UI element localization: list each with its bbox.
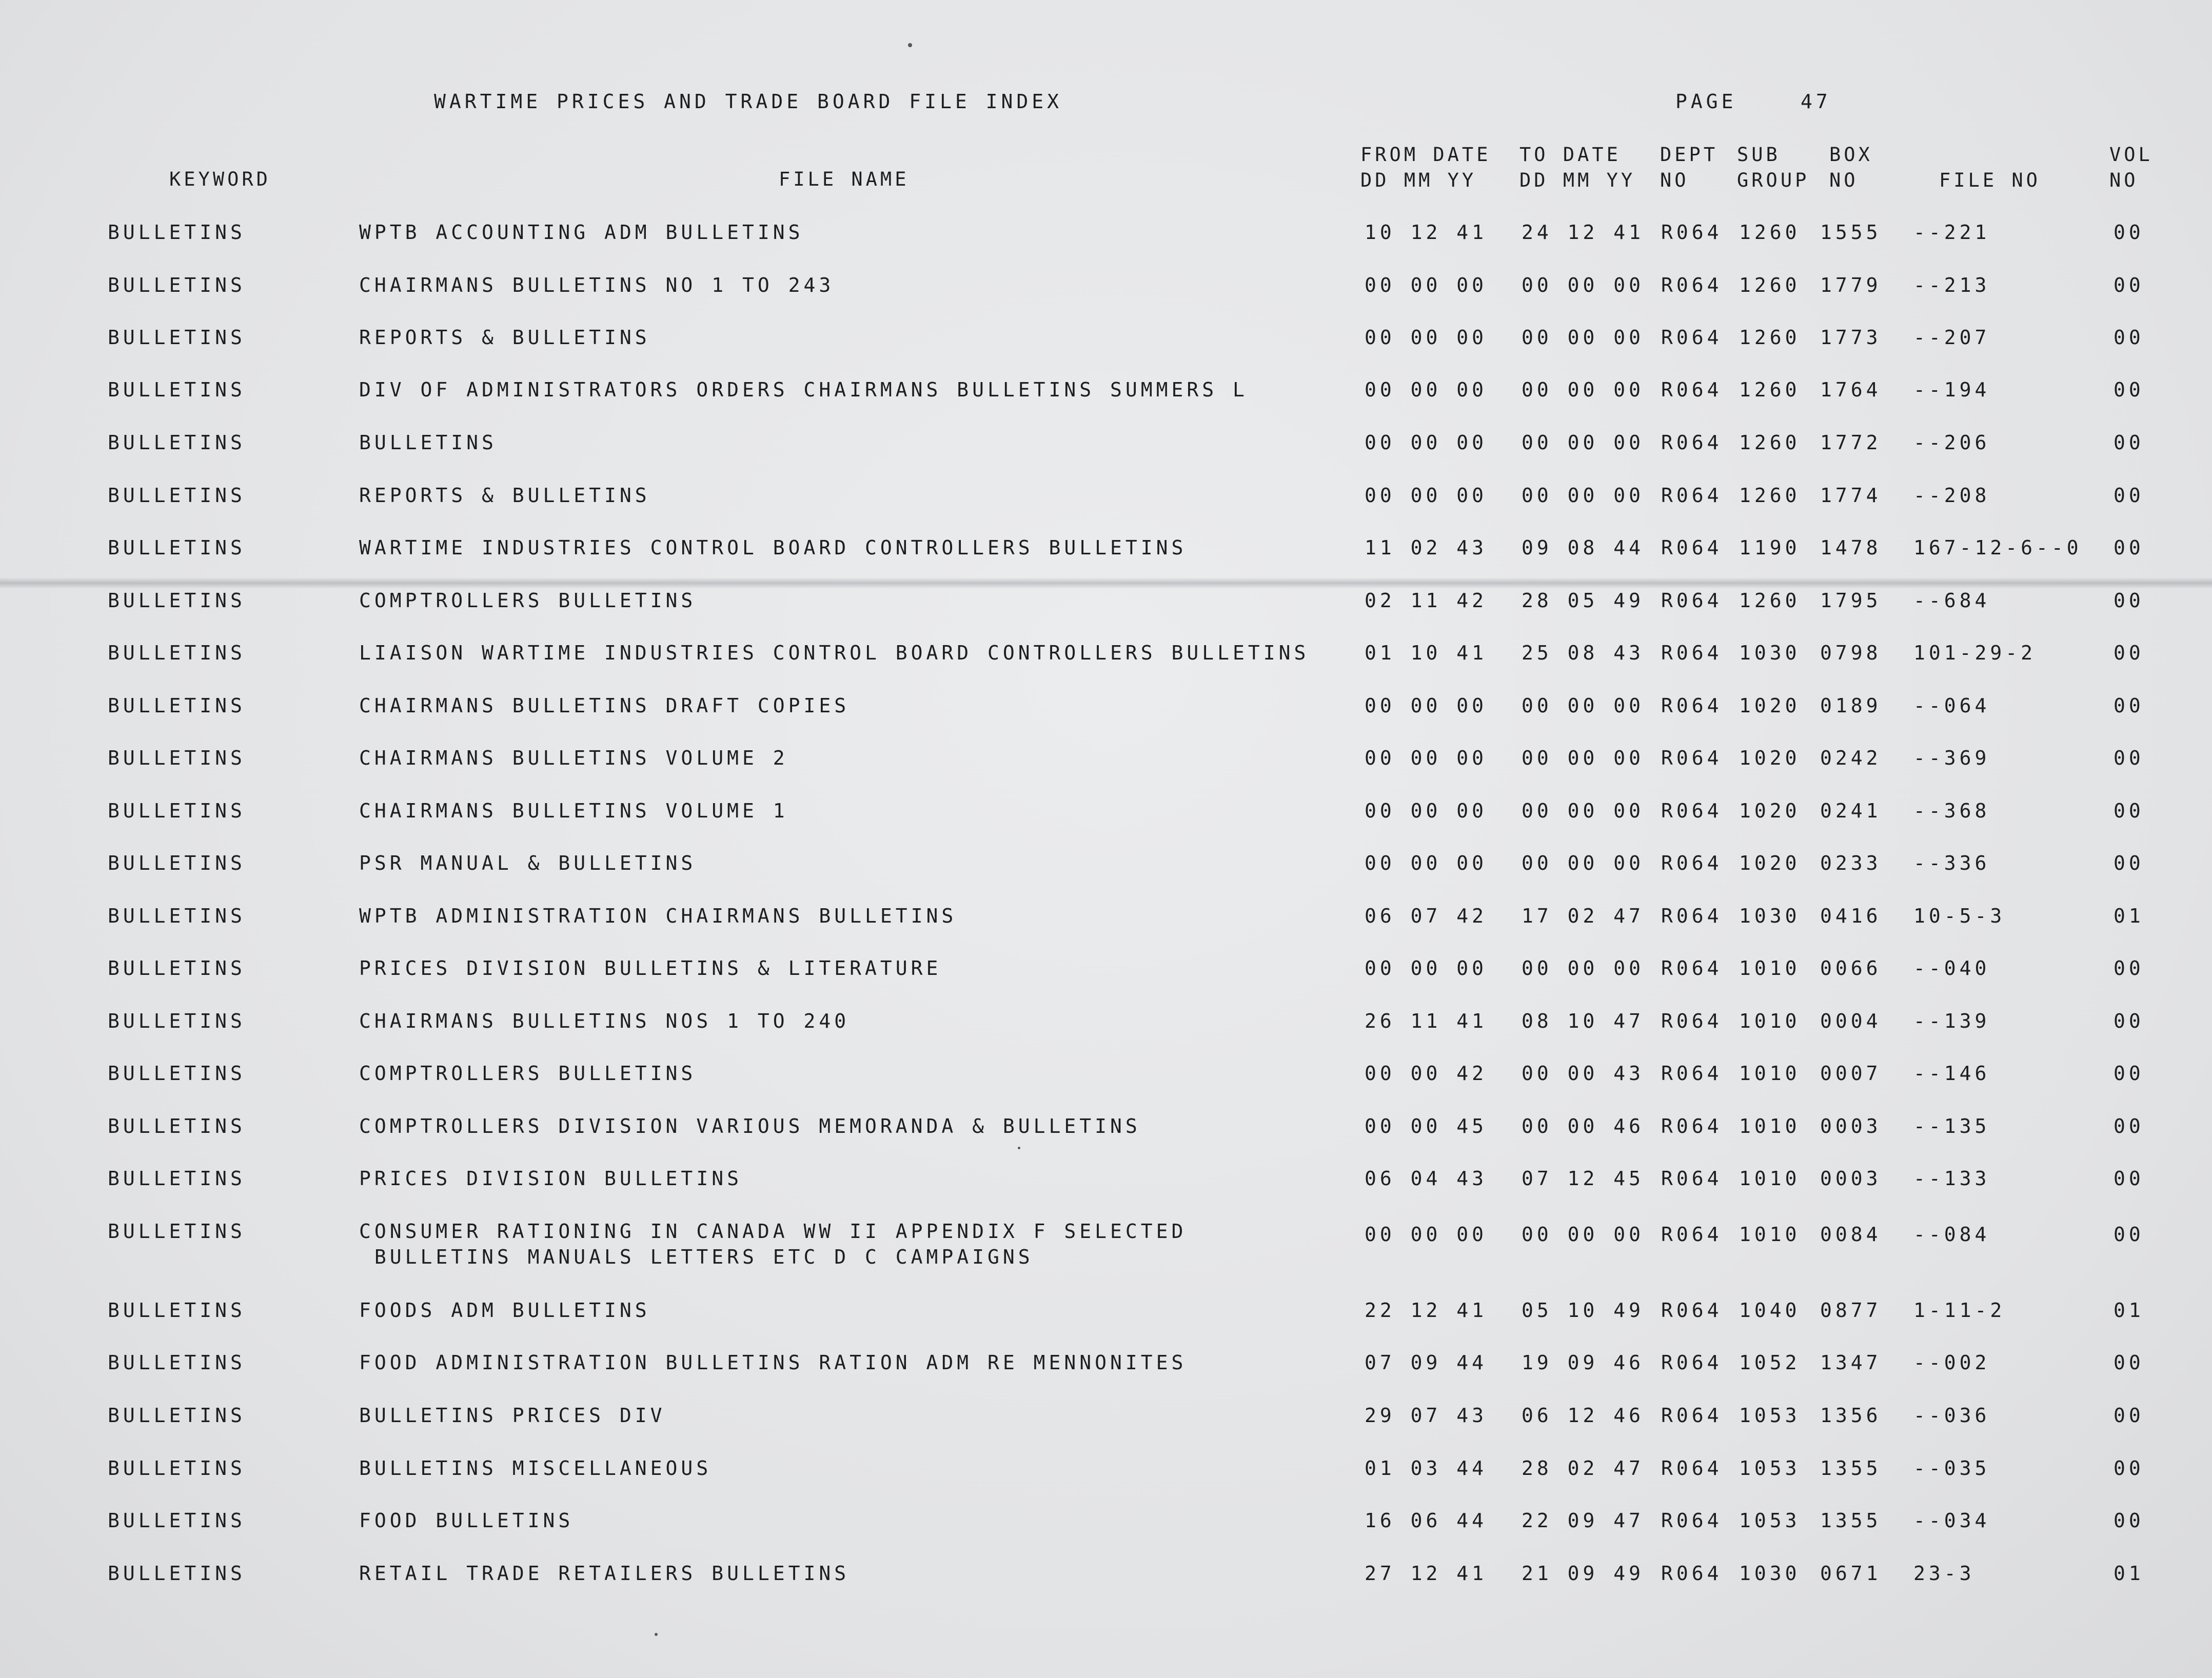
table-row (0, 745, 2212, 796)
file-name-cell: CHAIRMANS BULLETINS VOLUME 1 (359, 800, 788, 822)
file-name-cell: BULLETINS (359, 431, 497, 454)
from-date-cell: 00 00 00 (1365, 694, 1488, 717)
column-to-date: TO DATE (1519, 144, 1621, 166)
box-cell: 0416 (1820, 905, 1882, 927)
box-cell: 0003 (1820, 1167, 1882, 1190)
keyword-cell: BULLETINS (108, 747, 246, 769)
file-no-cell: 101-29-2 (1913, 642, 2037, 664)
sub-group-cell: 1010 (1739, 1010, 1801, 1032)
file-name-cell: CHAIRMANS BULLETINS VOLUME 2 (359, 747, 788, 769)
box-cell: 1356 (1820, 1404, 1882, 1427)
from-date-cell: 11 02 43 (1365, 536, 1488, 559)
keyword-cell: BULLETINS (108, 957, 246, 980)
to-date-cell: 22 09 47 (1522, 1509, 1645, 1532)
file-name-cell: RETAIL TRADE RETAILERS BULLETINS (359, 1562, 850, 1585)
from-date-cell: 27 12 41 (1365, 1562, 1488, 1585)
column-to-date-parts: DD MM YY (1519, 169, 1636, 191)
vol-cell: 00 (2114, 852, 2144, 874)
dept-cell: R064 (1661, 536, 1723, 559)
vol-cell: 00 (2114, 1223, 2144, 1246)
box-cell: 1355 (1820, 1509, 1882, 1532)
vol-cell: 00 (2114, 1457, 2144, 1480)
from-date-cell: 00 00 00 (1365, 378, 1488, 401)
from-date-cell: 00 00 00 (1365, 747, 1488, 769)
column-keyword: KEYWORD (169, 168, 271, 190)
column-file-name: FILE NAME (779, 168, 910, 190)
file-no-cell: --194 (1913, 378, 1990, 401)
to-date-cell: 25 08 43 (1522, 642, 1645, 664)
file-no-cell: --040 (1913, 957, 1990, 980)
sub-group-cell: 1053 (1739, 1509, 1801, 1532)
sub-group-cell: 1020 (1739, 852, 1801, 874)
from-date-cell: 01 03 44 (1365, 1457, 1488, 1480)
file-no-cell: 1-11-2 (1913, 1299, 2006, 1322)
box-cell: 0877 (1820, 1299, 1882, 1322)
to-date-cell: 09 08 44 (1522, 536, 1645, 559)
box-cell: 0242 (1820, 747, 1882, 769)
sub-group-cell: 1260 (1739, 589, 1801, 612)
box-cell: 1355 (1820, 1457, 1882, 1480)
dept-cell: R064 (1661, 1167, 1723, 1190)
file-no-cell: --002 (1913, 1351, 1990, 1374)
keyword-cell: BULLETINS (108, 221, 246, 244)
from-date-cell: 16 06 44 (1365, 1509, 1488, 1532)
sub-group-cell: 1030 (1739, 905, 1801, 927)
dept-cell: R064 (1661, 852, 1723, 874)
to-date-cell: 00 00 00 (1522, 326, 1645, 349)
file-name-cell: REPORTS & BULLETINS (359, 484, 650, 507)
box-cell: 1347 (1820, 1351, 1882, 1374)
file-no-cell: 10-5-3 (1913, 905, 2006, 927)
dept-cell: R064 (1661, 642, 1723, 664)
dept-cell: R064 (1661, 326, 1723, 349)
file-name-cell: PRICES DIVISION BULLETINS & LITERATURE (359, 957, 942, 980)
vol-cell: 01 (2114, 1562, 2144, 1585)
to-date-cell: 07 12 45 (1522, 1167, 1645, 1190)
dept-cell: R064 (1661, 431, 1723, 454)
keyword-cell: BULLETINS (108, 1220, 246, 1243)
file-name-cell: PRICES DIVISION BULLETINS (359, 1167, 742, 1190)
table-row (0, 1166, 2212, 1217)
file-name-cell: FOOD ADMINISTRATION BULLETINS RATION ADM RE MENNONITES (359, 1351, 1187, 1374)
vol-cell: 00 (2114, 800, 2144, 822)
table-row (0, 798, 2212, 849)
to-date-cell: 05 10 49 (1522, 1299, 1645, 1322)
table-row (0, 272, 2212, 324)
box-cell: 1772 (1820, 431, 1882, 454)
file-no-cell: --036 (1913, 1404, 1990, 1427)
box-cell: 0084 (1820, 1223, 1882, 1246)
keyword-cell: BULLETINS (108, 905, 246, 927)
column-vol: VOL (2109, 144, 2153, 166)
box-cell: 1773 (1820, 326, 1882, 349)
column-from-date-parts: DD MM YY (1360, 169, 1477, 191)
table-row (0, 640, 2212, 691)
sub-group-cell: 1040 (1739, 1299, 1801, 1322)
table-row (0, 903, 2212, 954)
from-date-cell: 10 12 41 (1365, 221, 1488, 244)
vol-cell: 00 (2114, 431, 2144, 454)
file-no-cell: --035 (1913, 1457, 1990, 1480)
file-no-cell: --034 (1913, 1509, 1990, 1532)
dept-cell: R064 (1661, 800, 1723, 822)
file-no-cell: --133 (1913, 1167, 1990, 1190)
to-date-cell: 06 12 46 (1522, 1404, 1645, 1427)
sub-group-cell: 1030 (1739, 1562, 1801, 1585)
file-name-cell: WPTB ADMINISTRATION CHAIRMANS BULLETINS (359, 905, 957, 927)
file-name-cell: FOODS ADM BULLETINS (359, 1299, 650, 1322)
dept-cell: R064 (1661, 1509, 1723, 1532)
table-row (0, 535, 2212, 586)
table-row (0, 1008, 2212, 1060)
table-row (0, 325, 2212, 376)
file-name-cell: COMPTROLLERS BULLETINS (359, 589, 697, 612)
file-name-cell: CHAIRMANS BULLETINS NOS 1 TO 240 (359, 1010, 850, 1032)
sub-group-cell: 1010 (1739, 1167, 1801, 1190)
file-no-cell: --221 (1913, 221, 1990, 244)
dept-cell: R064 (1661, 378, 1723, 401)
sub-group-cell: 1053 (1739, 1457, 1801, 1480)
keyword-cell: BULLETINS (108, 694, 246, 717)
box-cell: 1779 (1820, 274, 1882, 296)
table-row (0, 1061, 2212, 1112)
sub-group-cell: 1010 (1739, 957, 1801, 980)
dept-cell: R064 (1661, 221, 1723, 244)
file-name-cell: FOOD BULLETINS (359, 1509, 574, 1532)
keyword-cell: BULLETINS (108, 378, 246, 401)
table-row (0, 1218, 2212, 1285)
dept-cell: R064 (1661, 484, 1723, 507)
column-file-no: FILE NO (1939, 169, 2041, 191)
file-name-cell: COMPTROLLERS BULLETINS (359, 1062, 697, 1085)
to-date-cell: 00 00 00 (1522, 378, 1645, 401)
table-row (0, 588, 2212, 639)
column-from-date: FROM DATE (1360, 144, 1491, 166)
from-date-cell: 00 00 00 (1365, 800, 1488, 822)
to-date-cell: 00 00 00 (1522, 800, 1645, 822)
keyword-cell: BULLETINS (108, 1167, 246, 1190)
keyword-cell: BULLETINS (108, 1062, 246, 1085)
keyword-cell: BULLETINS (108, 1010, 246, 1032)
box-cell: 1555 (1820, 221, 1882, 244)
dept-cell: R064 (1661, 1115, 1723, 1137)
column-sub-group: GROUP (1737, 169, 1810, 191)
sub-group-cell: 1010 (1739, 1223, 1801, 1246)
table-row (0, 1350, 2212, 1401)
table-row (0, 1297, 2212, 1349)
keyword-cell: BULLETINS (108, 431, 246, 454)
sub-group-cell: 1030 (1739, 642, 1801, 664)
keyword-cell: BULLETINS (108, 800, 246, 822)
document-title: WARTIME PRICES AND TRADE BOARD FILE INDEX (434, 90, 1062, 113)
sub-group-cell: 1020 (1739, 747, 1801, 769)
to-date-cell: 00 00 00 (1522, 957, 1645, 980)
sub-group-cell: 1020 (1739, 800, 1801, 822)
box-cell: 1774 (1820, 484, 1882, 507)
page-label: PAGE (1675, 90, 1737, 113)
from-date-cell: 06 04 43 (1365, 1167, 1488, 1190)
dept-cell: R064 (1661, 694, 1723, 717)
box-cell: 0189 (1820, 694, 1882, 717)
dept-cell: R064 (1661, 1223, 1723, 1246)
sub-group-cell: 1260 (1739, 484, 1801, 507)
to-date-cell: 24 12 41 (1522, 221, 1645, 244)
table-row (0, 483, 2212, 534)
vol-cell: 00 (2114, 221, 2144, 244)
table-row (0, 219, 2212, 271)
file-name-cell: COMPTROLLERS DIVISION VARIOUS MEMORANDA & BULLETINS (359, 1115, 1141, 1137)
to-date-cell: 28 05 49 (1522, 589, 1645, 612)
to-date-cell: 00 00 00 (1522, 852, 1645, 874)
file-no-cell: --207 (1913, 326, 1990, 349)
keyword-cell: BULLETINS (108, 1509, 246, 1532)
keyword-cell: BULLETINS (108, 1562, 246, 1585)
vol-cell: 00 (2114, 274, 2144, 296)
file-no-cell: --064 (1913, 694, 1990, 717)
file-no-cell: --146 (1913, 1062, 1990, 1085)
box-cell: 0004 (1820, 1010, 1882, 1032)
box-cell: 1478 (1820, 536, 1882, 559)
file-no-cell: --139 (1913, 1010, 1990, 1032)
file-no-cell: --206 (1913, 431, 1990, 454)
vol-cell: 00 (2114, 1062, 2144, 1085)
from-date-cell: 00 00 00 (1365, 274, 1488, 296)
file-name-cell: CHAIRMANS BULLETINS NO 1 TO 243 (359, 274, 835, 296)
vol-cell: 00 (2114, 747, 2144, 769)
file-no-cell: --213 (1913, 274, 1990, 296)
to-date-cell: 08 10 47 (1522, 1010, 1645, 1032)
vol-cell: 00 (2114, 589, 2144, 612)
file-no-cell: 23-3 (1913, 1562, 1975, 1585)
table-row (0, 1403, 2212, 1454)
keyword-cell: BULLETINS (108, 484, 246, 507)
table-row (0, 955, 2212, 1007)
from-date-cell: 00 00 00 (1365, 431, 1488, 454)
vol-cell: 00 (2114, 536, 2144, 559)
to-date-cell: 19 09 46 (1522, 1351, 1645, 1374)
from-date-cell: 00 00 00 (1365, 957, 1488, 980)
box-cell: 0671 (1820, 1562, 1882, 1585)
file-no-cell: --084 (1913, 1223, 1990, 1246)
file-name-cell: BULLETINS MISCELLANEOUS (359, 1457, 712, 1480)
sub-group-cell: 1010 (1739, 1062, 1801, 1085)
file-name-cell: LIAISON WARTIME INDUSTRIES CONTROL BOARD CONTROLLERS BULLETINS (359, 642, 1310, 664)
dept-cell: R064 (1661, 957, 1723, 980)
vol-cell: 00 (2114, 484, 2144, 507)
from-date-cell: 01 10 41 (1365, 642, 1488, 664)
keyword-cell: BULLETINS (108, 326, 246, 349)
column-vol-no: NO (2109, 169, 2139, 191)
vol-cell: 00 (2114, 1167, 2144, 1190)
table-row (0, 1455, 2212, 1507)
table-row (0, 1508, 2212, 1559)
sub-group-cell: 1010 (1739, 1115, 1801, 1137)
vol-cell: 00 (2114, 1404, 2144, 1427)
dept-cell: R064 (1661, 1457, 1723, 1480)
from-date-cell: 00 00 45 (1365, 1115, 1488, 1137)
keyword-cell: BULLETINS (108, 1299, 246, 1322)
column-dept: DEPT (1660, 144, 1719, 166)
dept-cell: R064 (1661, 589, 1723, 612)
file-name-cell: CHAIRMANS BULLETINS DRAFT COPIES (359, 694, 850, 717)
keyword-cell: BULLETINS (108, 589, 246, 612)
sub-group-cell: 1260 (1739, 221, 1801, 244)
dept-cell: R064 (1661, 1404, 1723, 1427)
file-name-cell: DIV OF ADMINISTRATORS ORDERS CHAIRMANS BULLETINS SUMMERS L (359, 378, 1248, 401)
from-date-cell: 00 00 00 (1365, 484, 1488, 507)
column-sub: SUB (1737, 144, 1781, 166)
vol-cell: 00 (2114, 326, 2144, 349)
file-name-cell: BULLETINS PRICES DIV (359, 1404, 666, 1427)
box-cell: 0066 (1820, 957, 1882, 980)
from-date-cell: 06 07 42 (1365, 905, 1488, 927)
sub-group-cell: 1053 (1739, 1404, 1801, 1427)
vol-cell: 00 (2114, 642, 2144, 664)
keyword-cell: BULLETINS (108, 852, 246, 874)
sub-group-cell: 1260 (1739, 431, 1801, 454)
file-name-cell: CONSUMER RATIONING IN CANADA WW II APPENDIX F SELECTED BULLETINS MANUALS LETTERS ETC D C CAMPAIGNS (359, 1220, 1187, 1268)
table-row (0, 430, 2212, 481)
sub-group-cell: 1260 (1739, 274, 1801, 296)
box-cell: 0798 (1820, 642, 1882, 664)
sub-group-cell: 1260 (1739, 326, 1801, 349)
dept-cell: R064 (1661, 1299, 1723, 1322)
to-date-cell: 00 00 46 (1522, 1115, 1645, 1137)
to-date-cell: 00 00 00 (1522, 1223, 1645, 1246)
sub-group-cell: 1190 (1739, 536, 1801, 559)
from-date-cell: 29 07 43 (1365, 1404, 1488, 1427)
box-cell: 1795 (1820, 589, 1882, 612)
from-date-cell: 02 11 42 (1365, 589, 1488, 612)
keyword-cell: BULLETINS (108, 274, 246, 296)
table-row (0, 377, 2212, 428)
vol-cell: 00 (2114, 1115, 2144, 1137)
from-date-cell: 07 09 44 (1365, 1351, 1488, 1374)
keyword-cell: BULLETINS (108, 1115, 246, 1137)
to-date-cell: 00 00 00 (1522, 274, 1645, 296)
keyword-cell: BULLETINS (108, 642, 246, 664)
keyword-cell: BULLETINS (108, 1457, 246, 1480)
to-date-cell: 28 02 47 (1522, 1457, 1645, 1480)
sub-group-cell: 1020 (1739, 694, 1801, 717)
table-row (0, 1113, 2212, 1165)
vol-cell: 00 (2114, 1351, 2144, 1374)
table-row (0, 850, 2212, 902)
box-cell: 0003 (1820, 1115, 1882, 1137)
dept-cell: R064 (1661, 1010, 1723, 1032)
table-row (0, 693, 2212, 744)
speck (655, 1633, 658, 1636)
vol-cell: 00 (2114, 957, 2144, 980)
file-no-cell: 167-12-6--0 (1913, 536, 2082, 559)
file-no-cell: --369 (1913, 747, 1990, 769)
vol-cell: 00 (2114, 694, 2144, 717)
file-no-cell: --208 (1913, 484, 1990, 507)
file-name-cell: WPTB ACCOUNTING ADM BULLETINS (359, 221, 804, 244)
from-date-cell: 00 00 00 (1365, 852, 1488, 874)
dept-cell: R064 (1661, 1562, 1723, 1585)
vol-cell: 01 (2114, 1299, 2144, 1322)
from-date-cell: 00 00 00 (1365, 1223, 1488, 1246)
file-no-cell: --336 (1913, 852, 1990, 874)
column-box: BOX (1829, 144, 1873, 166)
file-name-cell: REPORTS & BULLETINS (359, 326, 650, 349)
dept-cell: R064 (1661, 1062, 1723, 1085)
column-box-no: NO (1829, 169, 1859, 191)
vol-cell: 00 (2114, 1010, 2144, 1032)
page-number: 47 (1801, 90, 1831, 113)
keyword-cell: BULLETINS (108, 1404, 246, 1427)
vol-cell: 00 (2114, 378, 2144, 401)
to-date-cell: 00 00 00 (1522, 431, 1645, 454)
box-cell: 0233 (1820, 852, 1882, 874)
file-name-cell: PSR MANUAL & BULLETINS (359, 852, 697, 874)
from-date-cell: 26 11 41 (1365, 1010, 1488, 1032)
vol-cell: 01 (2114, 905, 2144, 927)
sub-group-cell: 1052 (1739, 1351, 1801, 1374)
table-row (0, 1561, 2212, 1612)
to-date-cell: 00 00 00 (1522, 747, 1645, 769)
dept-cell: R064 (1661, 905, 1723, 927)
file-no-cell: --684 (1913, 589, 1990, 612)
to-date-cell: 17 02 47 (1522, 905, 1645, 927)
to-date-cell: 00 00 00 (1522, 694, 1645, 717)
dept-cell: R064 (1661, 747, 1723, 769)
box-cell: 0007 (1820, 1062, 1882, 1085)
file-no-cell: --368 (1913, 800, 1990, 822)
file-no-cell: --135 (1913, 1115, 1990, 1137)
from-date-cell: 00 00 42 (1365, 1062, 1488, 1085)
keyword-cell: BULLETINS (108, 1351, 246, 1374)
file-name-cell: WARTIME INDUSTRIES CONTROL BOARD CONTROLLERS BULLETINS (359, 536, 1187, 559)
box-cell: 0241 (1820, 800, 1882, 822)
sub-group-cell: 1260 (1739, 378, 1801, 401)
dept-cell: R064 (1661, 1351, 1723, 1374)
speck (908, 43, 912, 47)
keyword-cell: BULLETINS (108, 536, 246, 559)
from-date-cell: 22 12 41 (1365, 1299, 1488, 1322)
vol-cell: 00 (2114, 1509, 2144, 1532)
from-date-cell: 00 00 00 (1365, 326, 1488, 349)
dept-cell: R064 (1661, 274, 1723, 296)
box-cell: 1764 (1820, 378, 1882, 401)
to-date-cell: 00 00 00 (1522, 484, 1645, 507)
to-date-cell: 00 00 43 (1522, 1062, 1645, 1085)
column-dept-no: NO (1660, 169, 1689, 191)
to-date-cell: 21 09 49 (1522, 1562, 1645, 1585)
